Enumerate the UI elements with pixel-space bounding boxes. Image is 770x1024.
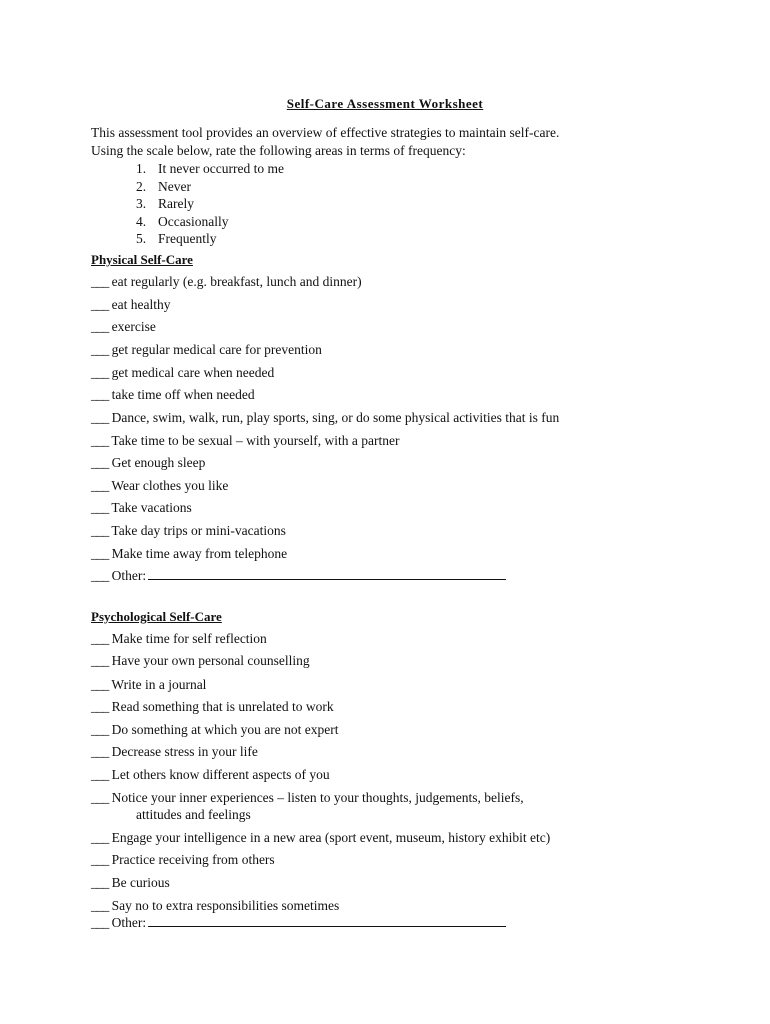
intro-line: Using the scale below, rate the following areas in terms of frequency: (91, 143, 466, 158)
checklist-item[interactable] (91, 851, 731, 868)
checklist-item[interactable] (91, 721, 731, 738)
scale-number: 3. (136, 196, 147, 211)
rating-blank[interactable]: ___ (91, 365, 109, 380)
rating-blank[interactable]: ___ (91, 767, 109, 782)
item-text-continuation: attitudes and feelings (136, 807, 251, 822)
frequency-scale (136, 160, 284, 248)
other-label: Other: (111, 915, 147, 930)
item-text: Decrease stress in your life (111, 744, 258, 759)
checklist-item[interactable] (91, 273, 731, 290)
scale-label: Never (158, 178, 191, 194)
checklist-item[interactable] (91, 454, 731, 471)
item-text: Wear clothes you like (111, 478, 229, 493)
page-title: Self-Care Assessment Worksheet (286, 96, 484, 111)
rating-blank[interactable]: ___ (91, 387, 109, 402)
checklist-item[interactable] (91, 386, 731, 403)
other-input-line[interactable] (148, 914, 506, 927)
rating-blank[interactable]: ___ (91, 852, 109, 867)
rating-blank[interactable]: ___ (91, 274, 109, 289)
rating-blank[interactable]: ___ (91, 699, 109, 714)
item-text: Take time to be sexual – with yourself, with a partner (111, 433, 400, 448)
checklist-item[interactable] (91, 698, 731, 715)
checklist-item[interactable] (91, 829, 731, 846)
checklist-item[interactable] (91, 897, 731, 914)
checklist-item[interactable] (91, 318, 731, 335)
other-item[interactable] (91, 914, 731, 931)
item-text: get medical care when needed (111, 365, 275, 380)
other-item[interactable] (91, 567, 731, 584)
item-text: Make time for self reflection (111, 631, 267, 646)
checklist-item[interactable] (91, 743, 731, 760)
checklist-item[interactable] (91, 789, 731, 823)
checklist-item[interactable] (91, 522, 731, 539)
rating-blank[interactable]: ___ (91, 653, 109, 668)
scale-number: 1. (136, 161, 147, 176)
rating-blank[interactable]: ___ (91, 568, 109, 583)
rating-blank[interactable]: ___ (91, 830, 109, 845)
rating-blank[interactable]: ___ (91, 546, 109, 561)
rating-blank[interactable]: ___ (91, 342, 109, 357)
rating-blank[interactable]: ___ (91, 500, 109, 515)
scale-item (136, 213, 284, 231)
checklist-item[interactable] (91, 652, 731, 669)
item-text: Notice your inner experiences – listen to your thoughts, judgements, beliefs, (111, 790, 524, 805)
checklist-item[interactable] (91, 630, 731, 647)
checklist-item[interactable] (91, 477, 731, 494)
item-text: Be curious (111, 875, 170, 890)
checklist-item[interactable] (91, 364, 731, 381)
section-heading-psychological: Psychological Self-Care (91, 609, 222, 624)
scale-number: 5. (136, 231, 147, 246)
checklist-item[interactable] (91, 499, 731, 516)
rating-blank[interactable]: ___ (91, 875, 109, 890)
item-text: eat healthy (111, 297, 171, 312)
rating-blank[interactable]: ___ (91, 410, 109, 425)
item-text: Do something at which you are not expert (111, 722, 339, 737)
rating-blank[interactable]: ___ (91, 744, 109, 759)
item-text: Write in a journal (111, 677, 207, 692)
rating-blank[interactable]: ___ (91, 433, 109, 448)
checklist-item[interactable] (91, 409, 731, 426)
scale-label: Rarely (158, 196, 194, 211)
rating-blank[interactable]: ___ (91, 677, 109, 692)
intro-line: This assessment tool provides an overview of effective strategies to maintain self-care. (91, 125, 560, 140)
item-text: Get enough sleep (111, 455, 206, 470)
rating-blank[interactable]: ___ (91, 319, 109, 334)
scale-item (136, 160, 284, 178)
checklist-item[interactable] (91, 874, 731, 891)
item-text: Make time away from telephone (111, 546, 288, 561)
item-text: take time off when needed (111, 387, 255, 402)
checklist-item[interactable] (91, 545, 731, 562)
rating-blank[interactable]: ___ (91, 523, 109, 538)
item-text: Practice receiving from others (111, 852, 275, 867)
rating-blank[interactable]: ___ (91, 455, 109, 470)
other-label: Other: (111, 568, 147, 583)
rating-blank[interactable]: ___ (91, 915, 109, 930)
item-text: Take vacations (111, 500, 192, 515)
scale-label: It never occurred to me (158, 161, 284, 176)
item-text: Read something that is unrelated to work (111, 699, 334, 714)
item-text: eat regularly (e.g. breakfast, lunch and dinner) (111, 274, 362, 289)
item-text: Engage your intelligence in a new area (sport event, museum, history exhibit etc) (111, 830, 551, 845)
scale-number: 2. (136, 178, 147, 194)
item-text: Say no to extra responsibilities sometimes (111, 898, 340, 913)
section-heading-physical: Physical Self-Care (91, 252, 193, 267)
rating-blank[interactable]: ___ (91, 297, 109, 312)
item-text: exercise (111, 319, 156, 334)
checklist-item[interactable] (91, 341, 731, 358)
rating-blank[interactable]: ___ (91, 478, 109, 493)
item-text: Dance, swim, walk, run, play sports, sing, or do some physical activities that is fun (111, 410, 560, 425)
checklist-item[interactable] (91, 296, 731, 313)
item-text: Let others know different aspects of you (111, 767, 330, 782)
item-text: Have your own personal counselling (111, 653, 310, 668)
checklist-item[interactable] (91, 766, 731, 783)
checklist-item[interactable] (91, 432, 731, 449)
checklist-item[interactable] (91, 676, 731, 693)
scale-item (136, 178, 284, 196)
rating-blank[interactable]: ___ (91, 790, 109, 805)
rating-blank[interactable]: ___ (91, 898, 109, 913)
intro-text (91, 124, 691, 160)
rating-blank[interactable]: ___ (91, 631, 109, 646)
other-input-line[interactable] (148, 567, 506, 580)
item-text: get regular medical care for prevention (111, 342, 322, 357)
item-text: Take day trips or mini-vacations (111, 523, 286, 538)
scale-item (136, 195, 284, 213)
scale-label: Frequently (158, 231, 217, 246)
rating-blank[interactable]: ___ (91, 722, 109, 737)
scale-number: 4. (136, 213, 147, 229)
scale-item (136, 230, 284, 248)
scale-label: Occasionally (158, 213, 229, 229)
